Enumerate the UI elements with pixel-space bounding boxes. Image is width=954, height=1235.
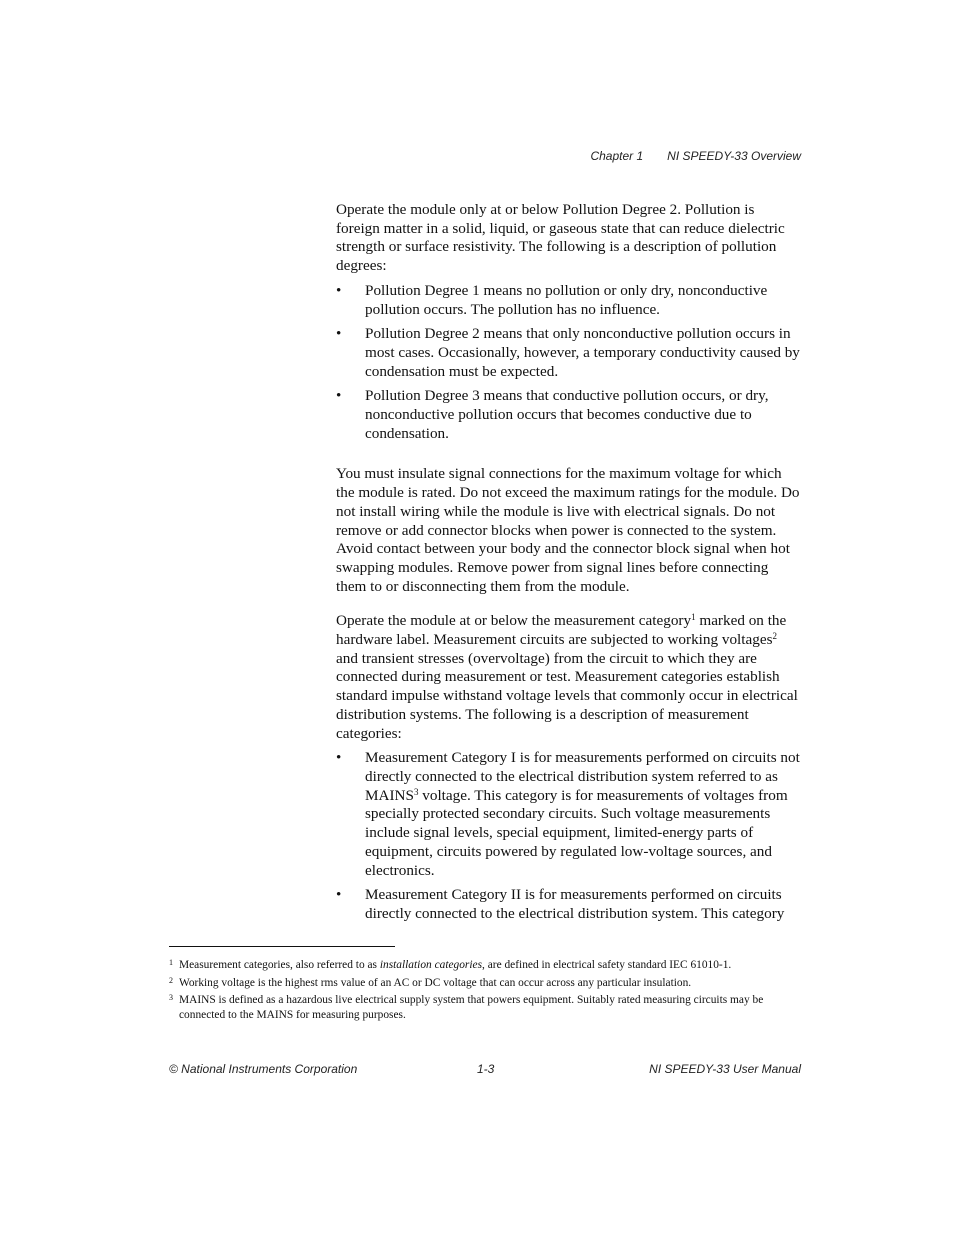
running-header (590, 149, 801, 163)
footnote-ref-3: 3 (413, 786, 419, 797)
list-item (336, 282, 802, 319)
list-item-text: Pollution Degree 3 means that conductive pollution occurs, or dry, nonconductive pollution occurs that becomes conductive due to condensation. (365, 387, 769, 442)
footnote-number: 2 (169, 975, 173, 985)
header-chapter: Chapter 1 (590, 149, 644, 163)
pollution-degree-list (336, 282, 802, 444)
list-item-text: Pollution Degree 2 means that only nonconductive pollution occurs in most cases. Occasionally, however, a temporary conductivity caused by condensation must be expected. (365, 325, 800, 380)
footnote: 2 Working voltage is the highest rms value of an AC or DC voltage that can occur across any particular insulation. (169, 975, 692, 989)
bullet-glyph: • (336, 325, 342, 343)
footnote: 3 MAINS is defined as a hazardous live electrical supply system that powers equipment. Suitably rated measuring circuits may be connected to the MAINS for measuring purposes. (169, 993, 764, 1021)
footer-manual-title: NI SPEEDY-33 User Manual (649, 1062, 801, 1076)
footnote-number: 1 (169, 958, 173, 967)
footnote-number: 3 (169, 993, 173, 1003)
list-item-text: Measurement Category II is for measurements performed on circuits directly connected to the electrical distribution system. This category (365, 886, 785, 922)
page-number: 1-3 (477, 1062, 495, 1076)
list-item (336, 886, 802, 923)
footnote-ref-1: 1 (691, 612, 696, 623)
measurement-intro: Operate the module at or below the measurement category$^1$ marked on the hardware label. Measurement circuits are subjected to working voltages$^2$ and transient stresses (overvoltage) from the circuit to which they are connected during measurement or test. Measurement categories establish standard impulse withstand voltage levels that commonly occur in electrical distribution systems. The following is a description of measurement categories: (336, 612, 798, 742)
bullet-glyph: • (336, 749, 342, 767)
list-item-text: Measurement Category I is for measurements performed on circuits not directly connected to the electrical distribution system referred to as MAINS (365, 749, 800, 804)
footnote: 1 Measurement categories, also referred to as installation categories, are defined in electrical safety standard IEC 61010-1. (169, 958, 732, 971)
footer-copyright: © National Instruments Corporation (169, 1062, 358, 1076)
footnote-divider (169, 946, 395, 947)
bullet-glyph: • (336, 886, 342, 904)
footnotes (169, 958, 801, 1025)
list-item (336, 387, 802, 443)
body-column (336, 201, 802, 930)
measurement-category-list (336, 749, 802, 923)
pollution-intro: Operate the module only at or below Pollution Degree 2. Pollution is foreign matter in a solid, liquid, or gaseous state that can reduce dielectric strength or surface resistivity. The following is a description of pollution degrees: (336, 201, 785, 275)
list-item-text: Pollution Degree 1 means no pollution or only dry, nonconductive pollution occurs. The pollution has no influence. (365, 281, 768, 318)
list-item: • Measurement Category I is for measurements performed on circuits not directly connected to the electrical distribution system referred to as MAINS$^3$ voltage. This category is for measurements of voltages from specially protected secondary circuits. Such voltage measurements include signal levels, special equipment, limited-energy parts of equipment, circuits powered by regulated low-voltage sources, and electronics. (336, 749, 800, 879)
bullet-glyph: • (336, 281, 342, 299)
insulation-paragraph: You must insulate signal connections for the maximum voltage for which the module is rated. Do not exceed the maximum ratings for the module. Do not install wiring while the module is live with electrical signals. Do not remove or add connector blocks when power is connected to the system. Avoid contact between your body and the connector block signal when hot swapping modules. Remove power from signal lines before connecting them to or disconnecting them from the module. (336, 465, 800, 595)
header-title: NI SPEEDY-33 Overview (667, 149, 801, 163)
bullet-glyph: • (336, 387, 342, 405)
list-item (336, 325, 802, 381)
footnote-ref-2: 2 (772, 631, 777, 642)
